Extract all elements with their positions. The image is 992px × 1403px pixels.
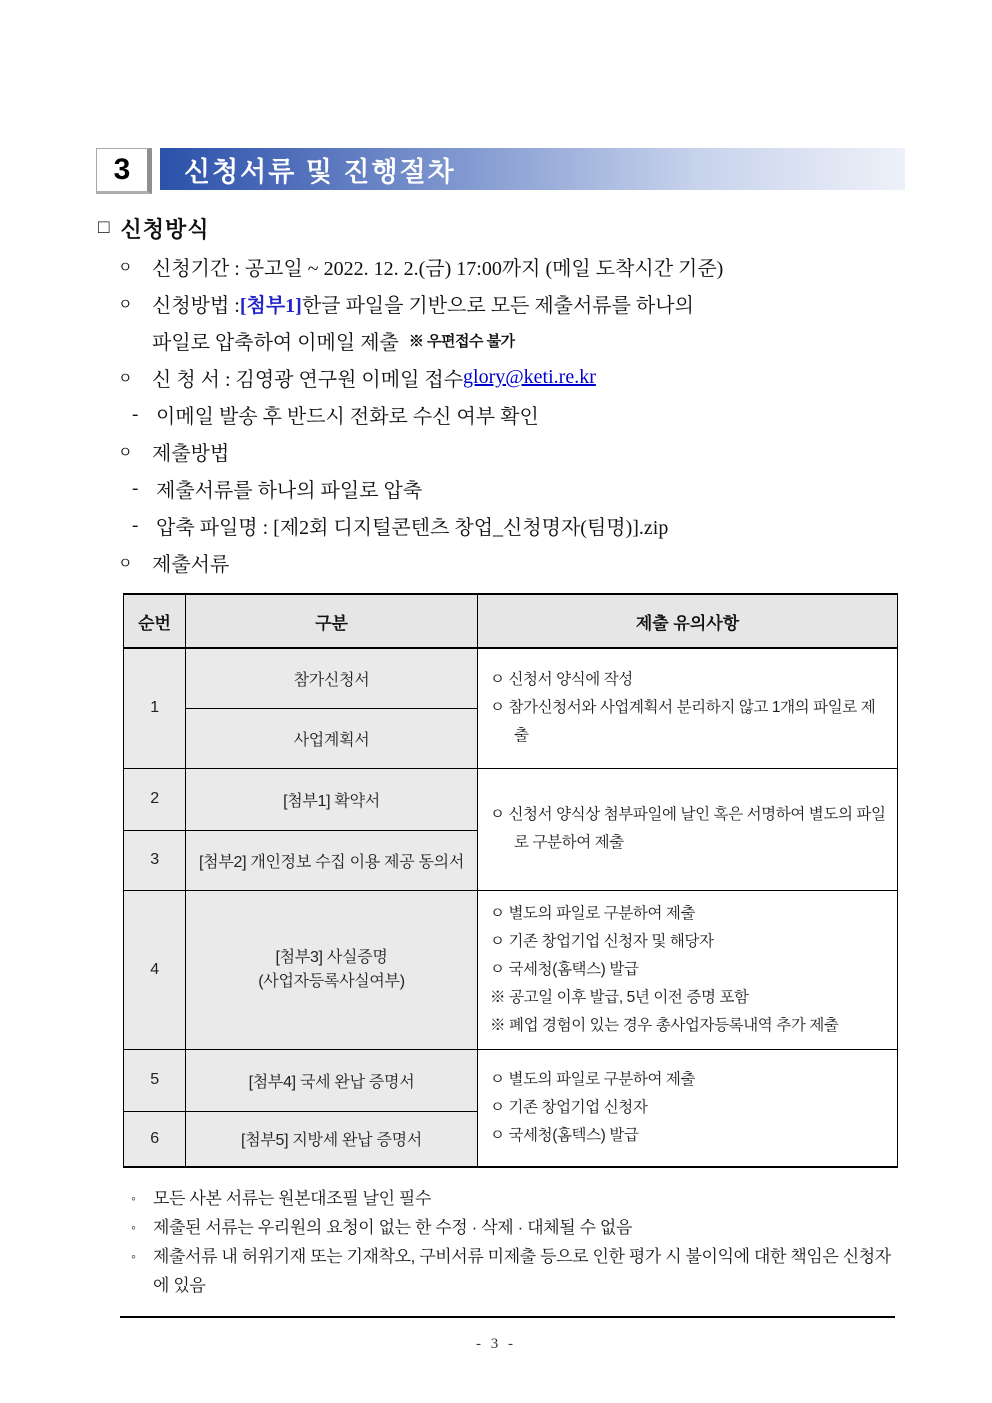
email-link[interactable]: glory@keti.re.kr (463, 366, 596, 388)
row6-number: 6 (124, 1111, 186, 1167)
no-postal-note: ※ 우편접수 불가 (408, 333, 515, 350)
submit-method-text: 제출방법 (152, 443, 230, 465)
list-item-documents (118, 544, 912, 581)
period-text: 신청기간 : 공고일 ~ 2022. 12. 2.(금) 17:00까지 (메일 도착시간 기준) (152, 258, 724, 280)
method-line2: 파일로 압축하여 이메일 제출 (152, 332, 399, 354)
submission-documents-table (123, 593, 898, 1168)
table-header-row (124, 594, 898, 648)
row4-notes (478, 890, 898, 1049)
divider-rule (120, 1316, 895, 1318)
footnote-text: 제출된 서류는 우리원의 요청이 없는 한 수정 · 삭제 · 대체될 수 없음 (153, 1218, 632, 1237)
row2-number: 2 (124, 768, 186, 830)
list-item-submit-method (118, 433, 912, 470)
page-title: 신청서류 및 진행절차 (184, 156, 456, 187)
subsection-heading (98, 212, 992, 244)
footnote-list (131, 1184, 902, 1300)
note-line: ㅇ 기존 창업기업 신청자 및 해당자 (490, 932, 714, 950)
row3-doc: [첨부2] 개인정보 수집 이용 제공 동의서 (186, 830, 478, 890)
list-item-method-line1 (118, 285, 912, 322)
note-line: ㅇ 신청서 양식상 첨부파일에 날인 혹은 서명하여 별도의 파일로 구분하여 제출 (490, 806, 886, 851)
note-line: ㅇ 기존 창업기업 신청자 (490, 1098, 648, 1116)
circle-bullet-icon: ㅇ (118, 445, 133, 461)
table-row (124, 1049, 898, 1111)
footnote-text: 모든 사본 서류는 원본대조필 날인 필수 (153, 1189, 431, 1208)
note-line: ㅇ 별도의 파일로 구분하여 제출 (490, 904, 696, 922)
note-line: ㅇ 국세청(홈택스) 발급 (490, 960, 639, 978)
row1-doc-a: 참가신청서 (186, 648, 478, 708)
small-circle-bullet-icon: ◦ (131, 1219, 136, 1235)
row4-doc-line1: [첨부3] 사실증명 (275, 948, 388, 966)
row1-doc-b: 사업계획서 (186, 708, 478, 768)
footnote-text: 제출서류 내 허위기재 또는 기재착오, 구비서류 미제출 등으로 인한 평가 시 불이익에 대한 책임은 신청자에 있음 (153, 1247, 891, 1295)
dash-bullet-icon: - (132, 477, 139, 499)
row1-number: 1 (124, 648, 186, 768)
submit-sub1-text: 제출서류를 하나의 파일로 압축 (156, 480, 423, 502)
list-item-submit-sub1 (118, 470, 912, 507)
form-prefix: 신 청 서 : 김영광 연구원 이메일 접수 (152, 369, 464, 391)
form-sub-text: 이메일 발송 후 반드시 전화로 수신 여부 확인 (156, 406, 539, 428)
note-line: ㅇ 국세청(홈텍스) 발급 (490, 1126, 639, 1144)
list-item-submit-sub2 (118, 507, 912, 544)
small-circle-bullet-icon: ◦ (131, 1248, 136, 1264)
dash-bullet-icon: - (132, 514, 139, 536)
row1-notes (478, 648, 898, 768)
list-item-form (118, 359, 912, 396)
footnote-item (131, 1242, 902, 1300)
table-row (124, 890, 898, 1049)
row3-number: 3 (124, 830, 186, 890)
col-header-notes: 제출 유의사항 (478, 594, 898, 648)
attachment-ref-label: [첨부1] (239, 295, 302, 317)
section-number: 3 (113, 153, 131, 186)
list-item-form-sub (118, 396, 912, 433)
note-line: ㅇ 참가신청서와 사업계획서 분리하지 않고 1개의 파일로 제출 (490, 699, 876, 745)
col-header-category: 구분 (186, 594, 478, 648)
note-line: ※ 공고일 이후 발급, 5년 이전 증명 포함 (490, 988, 749, 1006)
dash-bullet-icon: - (132, 403, 139, 425)
circle-bullet-icon: ㅇ (118, 556, 133, 572)
section-title-banner (160, 148, 905, 190)
application-info-list (118, 248, 912, 581)
square-bullet-icon: □ (98, 217, 111, 238)
circle-bullet-icon: ㅇ (118, 260, 133, 276)
note-line: ※ 폐업 경험이 있는 경우 총사업자등록내역 추가 제출 (490, 1016, 839, 1034)
row23-notes (478, 768, 898, 890)
footnote-item (131, 1213, 902, 1242)
method-prefix: 신청방법 : (152, 295, 240, 317)
row4-doc (186, 890, 478, 1049)
row5-number: 5 (124, 1049, 186, 1111)
row6-doc: [첨부5] 지방세 완납 증명서 (186, 1111, 478, 1167)
section-number-box (96, 148, 152, 194)
row4-doc-line2: (사업자등록사실여부) (258, 972, 405, 990)
note-line: ㅇ 별도의 파일로 구분하여 제출 (490, 1070, 696, 1088)
row2-doc: [첨부1] 확약서 (186, 768, 478, 830)
section-header (96, 148, 905, 194)
circle-bullet-icon: ㅇ (118, 371, 133, 387)
table-row (124, 768, 898, 830)
circle-bullet-icon: ㅇ (118, 297, 133, 313)
documents-text: 제출서류 (152, 554, 230, 576)
submit-sub2-text: 압축 파일명 : [제2회 디지털콘텐츠 창업_신청명자(팀명)].zip (156, 517, 669, 539)
footnote-item (131, 1184, 902, 1213)
note-line: ㅇ 신청서 양식에 작성 (490, 671, 633, 689)
small-circle-bullet-icon: ◦ (131, 1190, 136, 1206)
row5-doc: [첨부4] 국세 완납 증명서 (186, 1049, 478, 1111)
subsection-heading-label: 신청방식 (120, 216, 210, 242)
list-item-method-line2 (118, 322, 912, 359)
row4-number: 4 (124, 890, 186, 1049)
page-number: - 3 - (476, 1336, 516, 1352)
col-header-number: 순번 (124, 594, 186, 648)
list-item-period (118, 248, 912, 285)
row56-notes (478, 1049, 898, 1167)
table-row (124, 648, 898, 708)
method-rest: 한글 파일을 기반으로 모든 제출서류를 하나의 (301, 295, 694, 317)
